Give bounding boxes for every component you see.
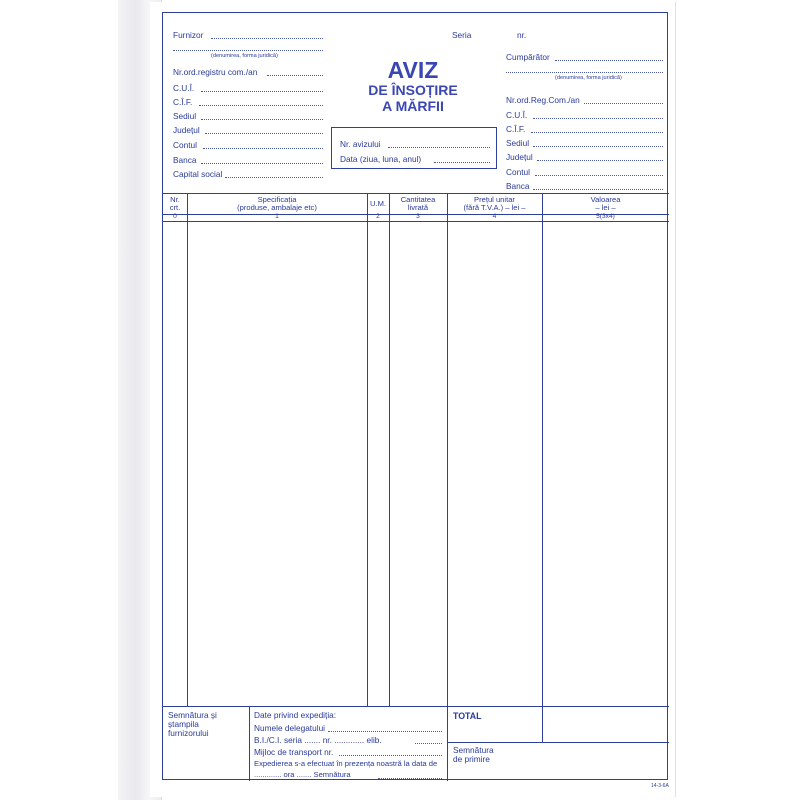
buyer-label: Cumpărător [506,52,550,62]
supplier-account-label: Contul [173,140,197,150]
supplier-capital-line [225,177,323,178]
supplier-label: Furnizor [173,30,204,40]
supplier-cui-label: C.U.Î. [173,83,195,93]
col-divider-qty [447,193,448,706]
buyer-name-hint: (denumirea, forma juridică) [555,75,622,81]
supplier-account-line [203,148,323,149]
supplier-county-line [205,133,323,134]
document-title-line-2: DE ÎNSOȚIRE [368,82,458,98]
buyer-name-line-2 [506,72,663,73]
buyer-reg-label: Nr.ord.Reg.Com./an [506,95,580,105]
col-index-5: 5(3x4) [596,213,615,220]
supplier-bank-label: Banca [173,155,197,165]
notice-date-label: Data (ziua, luna, anul) [340,154,422,164]
header-nr-line-1: Nr. [170,195,180,204]
buyer-bank-line [533,189,663,190]
col-index-1: 1 [275,213,279,220]
buyer-bank-label: Banca [506,181,530,191]
supplier-name-line [211,38,323,39]
header-price-line-1: Prețul unitar [474,195,515,204]
col-divider-um [389,193,390,706]
dispatch-time-signature: ............. ora ....... Semnătura [254,770,351,779]
col-divider-price [542,193,543,706]
buyer-address-line [533,146,663,147]
supplier-name-line-2 [173,50,323,51]
col-index-2: 2 [376,213,380,220]
receipt-signature-line-2: de primire [453,754,490,764]
table-top-border [163,193,669,194]
buyer-county-line [537,160,663,161]
notice-box [331,127,497,169]
footer-divider-3 [542,706,543,742]
supplier-reg-label: Nr.ord.registru com./an [173,67,258,77]
buyer-account-label: Contul [506,167,530,177]
supplier-bank-line [201,163,323,164]
header-spec-line-1: Specificația [257,195,297,204]
supplier-cif-line [199,105,323,106]
dispatch-statement: Expedierea s-a efectuat în prezența noastră la data de [254,759,438,768]
header-spec-line-2: (produse, ambalaje etc) [237,203,317,212]
supplier-name-hint: (denumirea, forma juridică) [211,53,278,59]
header-nr-line-2: crt. [169,203,181,212]
supplier-address-label: Sediul [173,111,197,121]
buyer-name-line [555,60,663,61]
supplier-capital-label: Capital social [173,169,223,179]
dispatch-signature-line [378,778,442,779]
header-value-line-1: Valoarea [590,195,621,204]
notice-date-line [434,162,490,163]
footer-divider-2 [447,706,448,781]
delegate-id-label: B.I./C.I. seria ....... nr. ............. elib. [254,735,382,745]
supplier-cui-line [201,91,323,92]
transport-label: Mijloc de transport nr. [254,747,334,757]
total-label: TOTAL [453,711,482,721]
form-code: 14-3-6A [651,783,669,789]
dispatch-heading: Date privind expediția: [254,710,337,720]
document-title: AVIZ [387,57,439,83]
buyer-county-label: Județul [506,152,533,162]
delegate-name-label: Numele delegatului [254,723,326,733]
delegate-id-line [415,743,442,744]
notice-number-label: Nr. avizului [340,139,381,149]
buyer-cui-line [533,118,663,119]
col-index-4: 4 [492,213,497,220]
header-um: U.M. [369,199,387,208]
buyer-cif-line [531,132,663,133]
header-price-line-2: (fără T.V.A.) – lei – [463,203,526,212]
supplier-address-line [201,119,323,120]
footer-total-separator [447,742,669,743]
supplier-signature-line-1: Semnătura și [168,710,217,720]
header-qty-line-1: Cantitatea [400,195,436,204]
notice-number-line [388,147,490,148]
table-bottom-border [163,706,669,707]
delegate-name-line [328,731,442,732]
aviz-form [162,12,668,780]
supplier-signature-line-2: ștampila [168,719,199,729]
transport-line [339,755,442,756]
supplier-cif-label: C.Î.F. [173,97,193,107]
series-label: Seria [452,30,472,40]
buyer-address-label: Sediul [506,138,530,148]
series-number-label: nr. [517,30,527,40]
receipt-signature-line-1: Semnătura [453,745,494,755]
col-divider-nr [187,193,188,706]
buyer-account-line [535,175,663,176]
col-divider-spec [367,193,368,706]
supplier-county-label: Județul [173,125,200,135]
buyer-reg-line [584,103,663,104]
supplier-reg-line [267,75,323,76]
col-index-3: 3 [416,213,420,220]
header-value-line-2: – lei – [595,203,616,212]
supplier-signature-line-3: furnizorului [168,728,209,738]
buyer-cif-label: C.Î.F. [506,124,526,134]
col-index-0: 0 [173,213,177,220]
table-index-separator [163,221,669,222]
buyer-cui-label: C.U.Î. [506,110,528,120]
header-qty-line-2: livrată [407,203,429,212]
document-title-line-3: A MĂRFII [382,98,444,114]
footer-divider-1 [249,706,250,781]
